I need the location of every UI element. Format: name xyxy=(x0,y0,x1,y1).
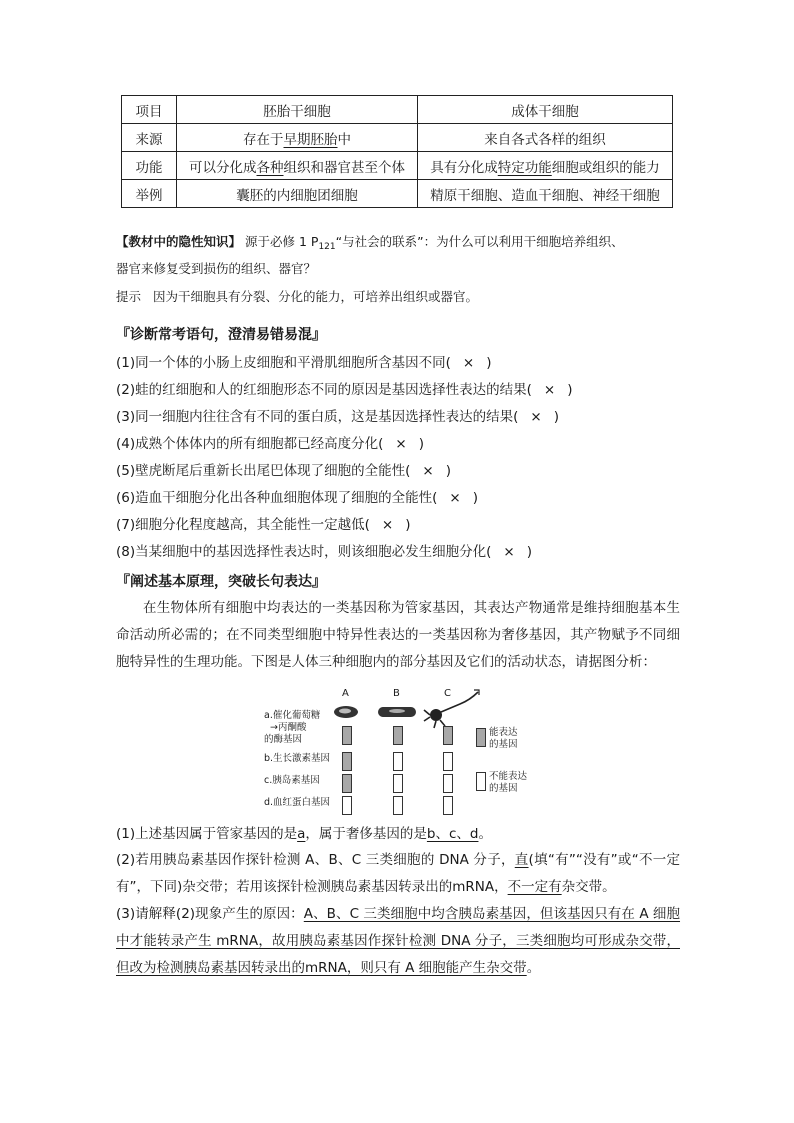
table-row xyxy=(122,124,673,152)
answer-text: b、c、d xyxy=(426,826,479,842)
question-text: 杂交带。 xyxy=(561,879,616,895)
embryonic-cell xyxy=(177,124,418,152)
underlined-text: 各种 xyxy=(256,159,284,176)
legend-text: 的基因 xyxy=(489,739,518,750)
answer-mark: × xyxy=(422,463,434,479)
row-label: 功能 xyxy=(122,152,177,180)
cell-text: 精原干细胞、造血干细胞、神经干细胞 xyxy=(430,187,660,204)
column-label-b: B xyxy=(393,688,400,699)
gene-expressed-box xyxy=(342,726,352,745)
answer-mark: × xyxy=(503,544,515,560)
legend-not-expressed-swatch xyxy=(476,772,486,791)
true-false-item xyxy=(116,354,491,372)
answer-mark: × xyxy=(530,409,542,425)
hidden-knowledge-question-cont: 器官来修复受到损伤的组织、器官？ xyxy=(116,261,317,276)
source-text: 源于必修 1 P xyxy=(245,234,319,249)
gene-label-d: d.血红蛋白基因 xyxy=(264,797,331,808)
cell-text: 存在于 xyxy=(243,131,284,148)
question-text: (2)若用胰岛素基因作探针检测 A、B、C 三类细胞的 DNA 分子， xyxy=(116,852,515,868)
table-header-row xyxy=(122,96,673,124)
close-paren: ) xyxy=(553,409,559,425)
close-paren: ) xyxy=(526,544,532,560)
legend-text: 的基因 xyxy=(489,783,518,794)
gene-silent-box xyxy=(393,796,403,815)
question-3 xyxy=(116,901,680,982)
statement-text: (6)造血干细胞分化出各种血细胞体现了细胞的全能性( xyxy=(116,490,438,506)
gene-silent-box xyxy=(393,774,403,793)
adult-cell xyxy=(418,152,673,180)
table-header-cell: 成体干细胞 xyxy=(418,96,673,124)
cell-text: 组织和器官甚至个体 xyxy=(283,159,405,176)
close-paren: ) xyxy=(567,382,573,398)
gene-expressed-box xyxy=(393,726,403,745)
question-2 xyxy=(116,847,680,901)
true-false-item xyxy=(116,462,451,480)
question-text: (1)上述基因属于管家基因的是 xyxy=(116,826,298,842)
statement-text: (7)细胞分化程度越高，其全能性一定越低( xyxy=(116,517,370,533)
adult-cell xyxy=(418,124,673,152)
intro-paragraph: 在生物体所有细胞中均表达的一类基因称为管家基因，其表达产物通常是维持细胞基本生命活动所必需的；在不同类型细胞中特异性表达的一类基因称为奢侈基因，其产物赋予不同细胞特异性的生理功能。下图是人体三种细胞内的部分基因及它们的活动状态，请据图分析： xyxy=(116,600,680,670)
gene-label-c: c.胰岛素基因 xyxy=(264,775,320,786)
answer-text: A、B、C 三类细胞中均含胰岛素基因，但该基因只有在 A 细胞中才能转录产生 mRNA，故用胰岛素基因作探针检测 DNA 分子，三类细胞均可形成杂交带，但改为检测胰岛素基因转录出的mRNA，则只有 A 细胞能产生杂交带 xyxy=(116,906,681,976)
true-false-item xyxy=(116,516,410,534)
gene-expressed-box xyxy=(443,726,453,745)
table-row xyxy=(122,152,673,180)
gene-silent-box xyxy=(443,796,453,815)
close-paren: ) xyxy=(445,463,451,479)
adult-cell xyxy=(418,180,673,208)
gene-label-line: a.催化葡萄糖 xyxy=(264,710,321,721)
question-text: 。 xyxy=(478,826,492,842)
column-label-a: A xyxy=(342,688,349,699)
question-1 xyxy=(116,825,492,843)
row-label: 来源 xyxy=(122,124,177,152)
gene-label-line: →丙酮酸 xyxy=(270,722,307,733)
gene-label-b: b.生长激素基因 xyxy=(264,753,331,764)
question-text: ，属于奢侈基因的是 xyxy=(305,826,427,842)
legend-not-expressed xyxy=(489,771,527,795)
answer-mark: × xyxy=(449,490,461,506)
section-title-diagnose: 『诊断常考语句，澄清易错易混』 xyxy=(116,327,326,343)
section-title-explain: 『阐述基本原理，突破长句表达』 xyxy=(116,574,326,590)
stem-cell-comparison-table xyxy=(121,95,673,208)
legend-expressed xyxy=(489,727,518,751)
statement-text: (3)同一细胞内往往含有不同的蛋白质，这是基因选择性表达的结果( xyxy=(116,409,519,425)
hint-label: 提示 xyxy=(116,289,142,304)
table-header-cell: 胚胎干细胞 xyxy=(177,96,418,124)
close-paren: ) xyxy=(472,490,478,506)
statement-text: (1)同一个体的小肠上皮细胞和平滑肌细胞所含基因不同( xyxy=(116,355,451,371)
hint-line xyxy=(116,288,478,306)
underlined-text: 特定功能 xyxy=(497,159,552,176)
close-paren: ) xyxy=(486,355,492,371)
gene-label-a xyxy=(264,710,320,746)
page-subscript: 121 xyxy=(318,242,336,252)
legend-text: 不能表达 xyxy=(489,771,528,782)
question-text: (3)请解释(2)现象产生的原因： xyxy=(116,906,304,922)
close-paren: ) xyxy=(418,436,424,452)
gene-expressed-box xyxy=(342,774,352,793)
gene-silent-box xyxy=(443,774,453,793)
underlined-text: 早期胚胎 xyxy=(283,131,338,148)
table-header-cell: 项目 xyxy=(122,96,177,124)
gene-expression-figure xyxy=(260,688,540,816)
true-false-item xyxy=(116,381,572,399)
cell-text: 可以分化成 xyxy=(189,159,257,176)
gene-silent-box xyxy=(443,752,453,771)
legend-expressed-swatch xyxy=(476,728,486,747)
true-false-item xyxy=(116,489,478,507)
question-text: 。 xyxy=(526,960,541,976)
answer-mark: × xyxy=(543,382,556,398)
true-false-item xyxy=(116,543,532,561)
close-paren: ) xyxy=(405,517,411,533)
answer-mark: × xyxy=(395,436,407,452)
table-row xyxy=(122,180,673,208)
statement-text: (2)蛙的红细胞和人的红细胞形态不同的原因是基因选择性表达的结果( xyxy=(116,382,532,398)
gene-expressed-box xyxy=(342,752,352,771)
answer-mark: × xyxy=(462,355,475,371)
statement-text: (4)成熟个体体内的所有细胞都已经高度分化( xyxy=(116,436,384,452)
hidden-knowledge-tag: 【教材中的隐性知识】 xyxy=(116,234,242,249)
statement-text: (5)壁虎断尾后重新长出尾巴体现了细胞的全能性( xyxy=(116,463,411,479)
answer-text: 不一定有 xyxy=(507,879,562,895)
row-label: 举例 xyxy=(122,180,177,208)
embryonic-cell xyxy=(177,180,418,208)
answer-text: 直 xyxy=(514,852,529,868)
hint-text: 因为干细胞具有分裂、分化的能力，可培养出组织或器官。 xyxy=(152,289,478,304)
cell-text: 细胞或组织的能力 xyxy=(551,159,660,176)
cell-text: 具有分化成 xyxy=(430,159,498,176)
true-false-item xyxy=(116,408,559,426)
column-label-c: C xyxy=(444,688,451,699)
gene-silent-box xyxy=(342,796,352,815)
legend-text: 能表达 xyxy=(489,727,518,738)
cell-text: 来自各式各样的组织 xyxy=(484,131,606,148)
hidden-knowledge-question xyxy=(116,233,624,256)
embryonic-cell xyxy=(177,152,418,180)
true-false-item xyxy=(116,435,424,453)
cell-c-neuron-icon xyxy=(424,690,479,728)
question-text: “与社会的联系”：为什么可以利用干细胞培养组织、 xyxy=(335,234,624,249)
gene-label-line: 的酶基因 xyxy=(264,734,303,745)
cell-text: 囊胚的内细胞团细胞 xyxy=(236,187,358,204)
gene-silent-box xyxy=(393,752,403,771)
cell-text: 中 xyxy=(337,131,351,148)
question-text: (填“有”“没有”或“不一定有”，下同)杂交带；若用该探针检测胰岛素基因转录出的mRNA， xyxy=(116,852,680,895)
answer-text: a xyxy=(297,826,306,842)
statement-text: (8)当某细胞中的基因选择性表达时，则该细胞必发生细胞分化( xyxy=(116,544,492,560)
answer-mark: × xyxy=(381,517,394,533)
